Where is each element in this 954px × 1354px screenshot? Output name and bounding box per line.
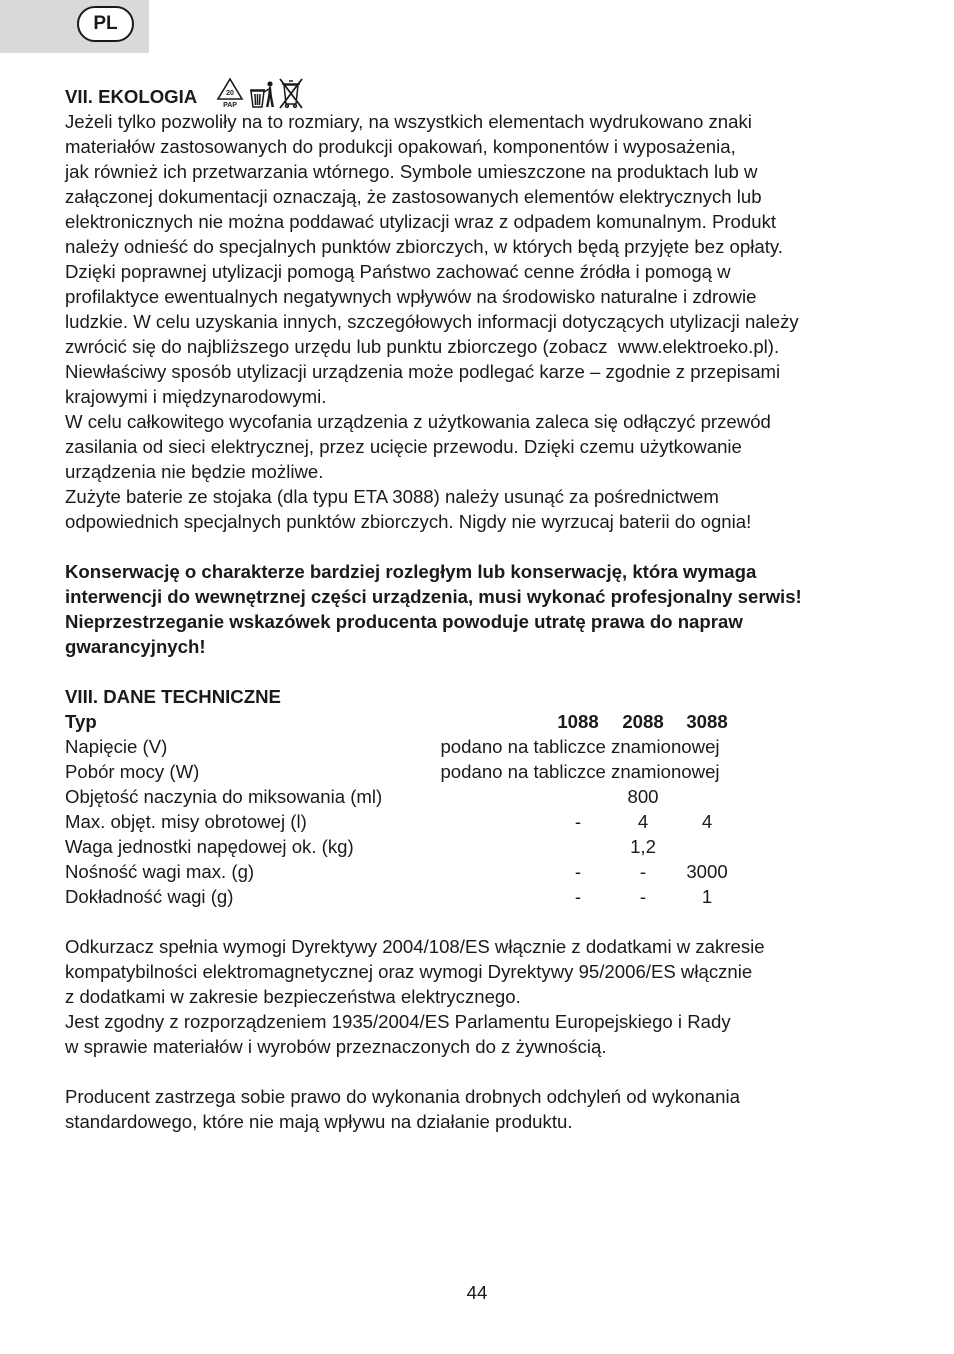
spec-row [65, 834, 895, 859]
manufacturer-note [65, 1084, 895, 1134]
spec-value: 4 [701, 811, 713, 832]
spec-row [65, 734, 895, 759]
paragraph-line: załączonej dokumentacji oznaczają, że zastosowanych elementów elektrycznych lub [65, 186, 762, 207]
page-content [65, 84, 895, 1134]
spec-merged-value: podano na tabliczce znamionowej [440, 761, 720, 782]
spec-label: Nośność wagi max. (g) [65, 861, 255, 882]
paragraph-line: należy odnieść do specjalnych punktów zbiorczych, w których będą przyjęte bez opłaty. [65, 236, 783, 257]
spec-label: Dokładność wagi (g) [65, 886, 234, 907]
paragraph-line: Producent zastrzega sobie prawo do wykonania drobnych odchyleń od wykonania [65, 1086, 740, 1107]
crossed-out-bin-icon [279, 77, 303, 109]
paragraph-line: w sprawie materiałów i wyrobów przeznaczonych do z żywnością. [65, 1036, 607, 1057]
ecology-heading-row [65, 84, 895, 109]
paragraph-line: Jeżeli tylko pozwoliły na to rozmiary, na wszystkich elementach wydrukowano znaki [65, 111, 752, 132]
paragraph-line: Dzięki poprawnej utylizacji pomogą Państwo zachować cenne źródła i pomogą w [65, 261, 731, 282]
spec-value: 4 [637, 811, 649, 832]
spec-merged-value: podano na tabliczce znamionowej [440, 736, 720, 757]
paragraph-line: urządzenia nie będzie możliwe. [65, 461, 324, 482]
spec-value: 1 [701, 886, 713, 907]
language-badge: PL [77, 6, 134, 42]
spec-header-col: 1088 [557, 711, 599, 732]
spec-row [65, 759, 895, 784]
paragraph-line: profilaktyce ewentualnych negatywnych wpływów na środowisko naturalne i zdrowie [65, 286, 757, 307]
spec-value [675, 834, 739, 859]
compliance-text [65, 934, 895, 1059]
trash-bin-person-icon [249, 79, 275, 109]
spec-label: Objętość naczynia do miksowania (ml) [65, 786, 383, 807]
spec-row [65, 859, 895, 884]
warning-line: interwencji do wewnętrznej części urządzenia, musi wykonać profesjonalny serwis! [65, 586, 802, 607]
tech-specs [65, 684, 895, 909]
service-warning [65, 559, 895, 659]
spec-label: Napięcie (V) [65, 736, 168, 757]
spec-row [65, 884, 895, 909]
spec-header-row [65, 709, 895, 734]
warning-line: Konserwację o charakterze bardziej rozległym lub konserwację, która wymaga [65, 561, 757, 582]
paragraph-line: ludzkie. W celu uzyskania innych, szczegółowych informacji dotyczących utylizacji należy [65, 311, 799, 332]
spec-value [545, 784, 611, 809]
paragraph-line: odpowiednich specjalnych punktów zbiorczych. Nigdy nie wyrzucaj baterii do ognia! [65, 511, 752, 532]
ecology-text [65, 109, 895, 534]
spec-value [675, 784, 739, 809]
tech-heading: VIII. DANE TECHNICZNE [65, 686, 281, 707]
spec-value: - [574, 811, 582, 832]
paragraph-line: Niewłaściwy sposób utylizacji urządzenia może podlegać karze – zgodnie z przepisami [65, 361, 781, 382]
spec-value: - [639, 886, 647, 907]
paragraph-line: zasilania od sieci elektrycznej, przez ucięcie przewodu. Dzięki czemu użytkowanie [65, 436, 742, 457]
spec-value: 800 [627, 786, 659, 807]
spec-header-label: Typ [65, 711, 97, 732]
spec-value [545, 834, 611, 859]
spec-label: Waga jednostki napędowej ok. (kg) [65, 836, 354, 857]
paragraph-line: z dodatkami w zakresie bezpieczeństwa elektrycznego. [65, 986, 521, 1007]
paragraph-line: jak również ich przetwarzania wtórnego. Symbole umieszczone na produktach lub w [65, 161, 758, 182]
ecology-heading: VII. EKOLOGIA [65, 86, 198, 107]
paragraph-line: krajowymi i międzynarodowymi. [65, 386, 327, 407]
spec-row [65, 809, 895, 834]
paragraph-line: Jest zgodny z rozporządzeniem 1935/2004/ES Parlamentu Europejskiego i Rady [65, 1011, 731, 1032]
spec-row [65, 784, 895, 809]
spec-value: 1,2 [630, 836, 656, 857]
paragraph-line: materiałów zastosowanych do produkcji opakowań, komponentów i wyposażenia, [65, 136, 736, 157]
paragraph-line: Zużyte baterie ze stojaka (dla typu ETA 3088) należy usunąć za pośrednictwem [65, 486, 719, 507]
spec-value: - [639, 861, 647, 882]
spec-label: Pobór mocy (W) [65, 761, 200, 782]
language-tab [0, 0, 149, 53]
recycle-code: PAP [223, 102, 238, 109]
spec-value: - [574, 861, 582, 882]
paragraph-line: kompatybilności elektromagnetycznej oraz wymogi Dyrektywy 95/2006/ES włącznie [65, 961, 753, 982]
spec-value: 3000 [686, 861, 728, 882]
ecology-icons [215, 79, 303, 109]
paragraph-line: elektronicznych nie można poddawać utylizacji wraz z odpadem komunalnym. Produkt [65, 211, 777, 232]
recycling-pap-icon [215, 77, 245, 109]
paragraph-line: Odkurzacz spełnia wymogi Dyrektywy 2004/108/ES włącznie z dodatkami w zakresie [65, 936, 765, 957]
paragraph-line: W celu całkowitego wycofania urządzenia z użytkowania zaleca się odłączyć przewód [65, 411, 771, 432]
spec-label: Max. objęt. misy obrotowej (l) [65, 811, 307, 832]
paragraph-line: standardowego, które nie mają wpływu na działanie produktu. [65, 1111, 573, 1132]
warning-line: Nieprzestrzeganie wskazówek producenta powoduje utratę prawa do napraw [65, 611, 743, 632]
page-number: 44 [466, 1282, 488, 1303]
spec-header-col: 3088 [686, 711, 728, 732]
recycle-number: 20 [226, 90, 235, 97]
paragraph-line: zwrócić się do najbliższego urzędu lub punktu zbiorczego (zobacz www.elektroeko.pl). [65, 336, 780, 357]
spec-header-col: 2088 [622, 711, 664, 732]
warning-line: gwarancyjnych! [65, 636, 206, 657]
spec-value: - [574, 886, 582, 907]
